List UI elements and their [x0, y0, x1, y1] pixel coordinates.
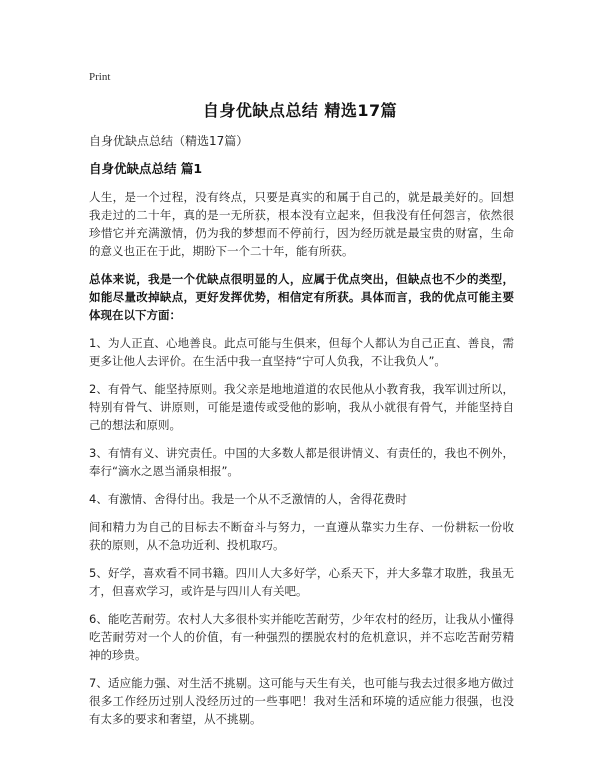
paragraph-summary: 总体来说，我是一个优缺点很明显的人，应属于优点突出，但缺点也不少的类型，如能尽量改掉缺点，更好发挥优势，相信定有所获。具体而言，我的优点可能主要体现在以下方面： — [89, 272, 514, 322]
paragraph-point-7: 7、适应能力强、对生活不挑剔。这可能与天生有关，也可能与我去过很多地方做过很多工作经历过别人没经历过的一些事吧！我对生活和环境的适应能力很强，也没有太多的要求和奢望，从不挑剔。 — [89, 676, 514, 726]
document-subtitle: 自身优缺点总结（精选17篇） — [89, 134, 249, 148]
paragraph-point-5: 5、好学，喜欢看不同书籍。四川人大多好学，心系天下，并大多靠才取胜，我虽无才，但喜欢学习，或许是与四川人有关吧。 — [89, 566, 514, 598]
document-body — [89, 132, 514, 738]
paragraph-point-4: 4、有激情、舍得付出。我是一个从不乏激情的人，舍得花费时 — [89, 492, 407, 506]
paragraph-point-6: 6、能吃苦耐劳。农村人大多很朴实并能吃苦耐劳，少年农村的经历，让我从小懂得吃苦耐劳对一个人的价值，有一种强烈的摆脱农村的危机意识，并不忘吃苦耐劳精神的珍贵。 — [89, 612, 514, 662]
paragraph-point-2: 2、有骨气、能坚持原则。我父亲是地地道道的农民他从小教育我，我军训过所以，特别有骨气、讲原则，可能是遗传或受他的影响，我从小就很有骨气，并能坚持自己的想法和原则。 — [89, 382, 514, 432]
paragraph-point-4-continued: 间和精力为自己的目标去不断奋斗与努力，一直遵从靠实力生存、一份耕耘一份收获的原则，从不急功近利、投机取巧。 — [89, 520, 514, 552]
print-link[interactable]: Print — [89, 71, 111, 83]
document-title: 自身优缺点总结 精选17篇 — [202, 101, 398, 120]
paragraph-intro: 人生，是一个过程，没有终点，只要是真实的和属于自己的，就是最美好的。回想我走过的二十年，真的是一无所获，根本没有立起来，但我没有任何怨言，依然很珍惜它并充满激情，仍为我的梦想而不停前行，因为经历就是最宝贵的财富，生命的意义也正在于此，期盼下一个二十年，能有所获。 — [89, 190, 514, 258]
paragraph-point-1: 1、为人正直、心地善良。此点可能与生俱来，但每个人都认为自己正直、善良，需更多让他人去评价。在生活中我一直坚持“宁可人负我，不让我负人”。 — [89, 336, 514, 368]
paragraph-point-3: 3、有情有义、讲究责任。中国的大多数人都是很讲情义、有责任的，我也不例外，奉行“滴水之恩当涌泉相报”。 — [89, 446, 514, 478]
section-heading: 自身优缺点总结 篇1 — [89, 161, 203, 176]
